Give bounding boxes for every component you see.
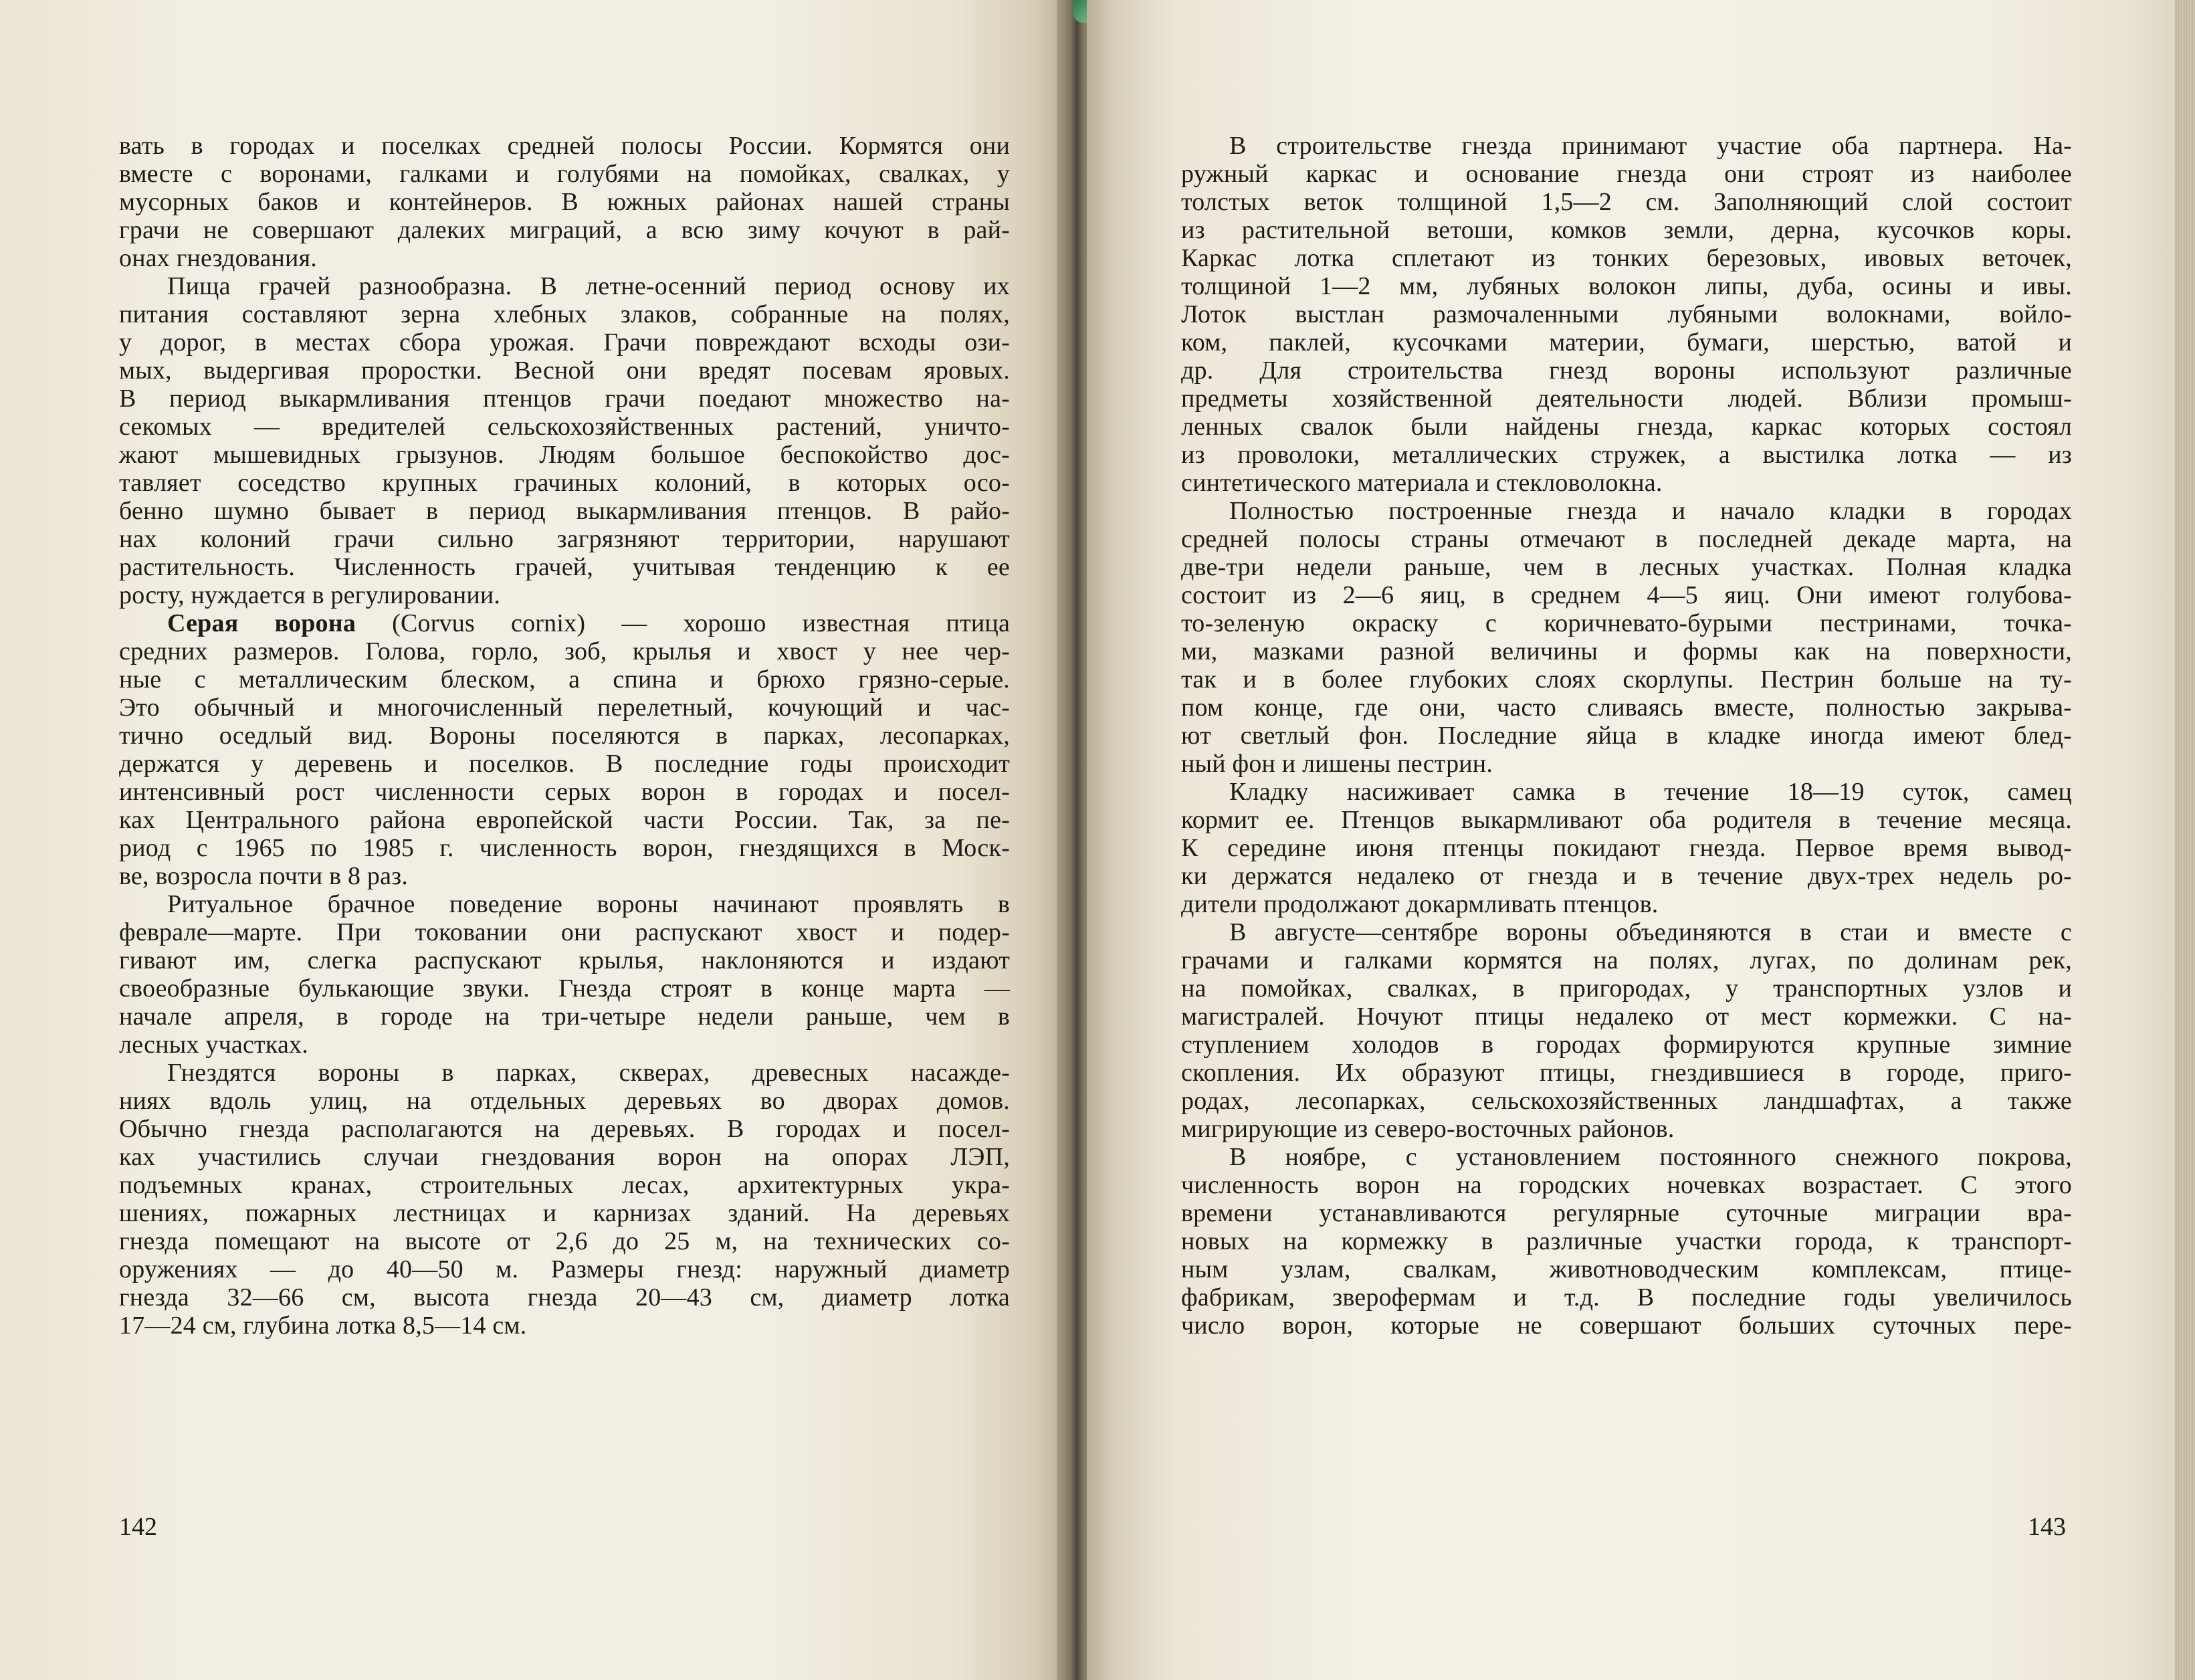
text-line-content: ступлением холодов в городах формируются крупные зимние: [1181, 1031, 2072, 1059]
text-line: [119, 188, 1010, 216]
text-line-content: ный фон и лишены пестрин.: [1181, 750, 1493, 778]
text-line: [1181, 722, 2072, 750]
text-line-content: бенно шумно бывает в период выкармливания птенцов. В райо-: [119, 497, 1010, 525]
text-line-content: ве, возросла почти в 8 раз.: [119, 862, 409, 890]
text-line-content: времени устанавливаются регулярные суточные миграции вра-: [1181, 1199, 2072, 1227]
text-line-content: росту, нуждается в регулировании.: [119, 581, 501, 609]
text-line-content: кормит ее. Птенцов выкармливают оба родителя в течение месяца.: [1181, 806, 2072, 834]
text-line-content: магистралей. Ночуют птицы недалеко от мест кормежки. С на-: [1181, 1003, 2072, 1031]
text-line: [1181, 1311, 2072, 1340]
text-line: [119, 778, 1010, 806]
text-line: [1181, 1143, 2072, 1171]
text-line-content: новых на кормежку в различные участки города, к транспорт-: [1181, 1227, 2072, 1255]
text-line: [1181, 637, 2072, 665]
text-line-content: др. Для строительства гнезд вороны используют различные: [1181, 356, 2072, 385]
text-line: [1181, 413, 2072, 441]
text-line-content: лесных участках.: [119, 1031, 308, 1059]
text-line-content: мусорных баков и контейнеров. В южных районах нашей страны: [119, 188, 1010, 216]
text-line-content: из проволоки, металлических стружек, а выстилка лотка — из: [1181, 441, 2072, 469]
text-line: [1181, 946, 2072, 974]
text-line-content: (Corvus cornix) — хорошо известная птица: [356, 609, 1011, 637]
text-line-content: пом конце, где они, часто сливаясь вместе, полностью закрыва-: [1181, 694, 2072, 722]
text-line: [1181, 834, 2072, 862]
text-line: [1181, 581, 2072, 609]
text-line: [119, 328, 1010, 356]
text-line: [119, 1059, 1010, 1087]
text-line-content: своеобразные булькающие звуки. Гнезда строят в конце марта —: [119, 974, 1010, 1003]
text-line-content: вместе с воронами, галками и голубями на помойках, свалках, у: [119, 160, 1010, 188]
text-line-content: секомых — вредителей сельскохозяйственных растений, уничто-: [119, 413, 1010, 441]
right-page-text: [1181, 132, 2072, 1340]
text-line-content: численность ворон на городских ночевках возрастает. С этого: [1181, 1171, 2072, 1199]
text-line-content: начале апреля, в городе на три-четыре недели раньше, чем в: [119, 1003, 1010, 1031]
text-line: [119, 694, 1010, 722]
text-line: [119, 637, 1010, 665]
text-line: [119, 469, 1010, 497]
text-line-content: толстых веток толщиной 1,5—2 см. Заполняющий слой состоит: [1181, 188, 2072, 216]
text-line-content: скопления. Их образуют птицы, гнездившиеся в городе, приго-: [1181, 1059, 2072, 1087]
text-line-content: ках Центрального района европейской части России. Так, за пе-: [119, 806, 1010, 834]
text-line-content: синтетического материала и стекловолокна.: [1181, 469, 1663, 497]
text-line: [119, 1311, 1010, 1340]
text-line-content: держатся у деревень и поселков. В последние годы происходит: [119, 750, 1010, 778]
text-line: [119, 441, 1010, 469]
text-line: [1181, 806, 2072, 834]
text-line: [1181, 160, 2072, 188]
text-line-content: толщиной 1—2 мм, лубяных волокон липы, дуба, осины и ивы.: [1181, 272, 2072, 300]
text-line-content: ные с металлическим блеском, а спина и брюхо грязно-серые.: [119, 665, 1010, 694]
text-line-content: из растительной ветоши, комков земли, дерна, кусочков коры.: [1181, 216, 2072, 244]
text-line-content: ют светлый фон. Последние яйца в кладке иногда имеют блед-: [1181, 722, 2072, 750]
text-line: [1181, 750, 2072, 778]
text-line: [119, 385, 1010, 413]
text-line: [1181, 694, 2072, 722]
left-page-number: 142: [119, 1513, 157, 1541]
text-line-content: ком, паклей, кусочками материи, бумаги, шерстью, ватой и: [1181, 328, 2072, 356]
text-line-content: гивают им, слегка распускают крылья, наклоняются и издают: [119, 946, 1010, 974]
text-line: [119, 834, 1010, 862]
text-line: [119, 1255, 1010, 1283]
text-line: [1181, 1059, 2072, 1087]
text-line: [1181, 1171, 2072, 1199]
text-line: [1181, 890, 2072, 918]
text-line: [119, 1227, 1010, 1255]
text-line: [119, 356, 1010, 385]
text-line: [1181, 356, 2072, 385]
text-line: [119, 946, 1010, 974]
text-line: [119, 862, 1010, 890]
text-line: [119, 132, 1010, 160]
text-line: [119, 1199, 1010, 1227]
text-line: [1181, 272, 2072, 300]
text-line-content: Полностью построенные гнезда и начало кладки в городах: [1229, 497, 2072, 525]
text-line: [1181, 497, 2072, 525]
text-line: [1181, 328, 2072, 356]
text-line-content: ным узлам, свалкам, животноводческим комплексам, птице-: [1181, 1255, 2072, 1283]
text-line-content: Обычно гнезда располагаются на деревьях. В городах и посел-: [119, 1115, 1010, 1143]
text-line: [119, 806, 1010, 834]
text-line-content: питания составляют зерна хлебных злаков, собранные на полях,: [119, 300, 1010, 328]
right-page: [1087, 0, 2195, 1680]
text-line: [119, 581, 1010, 609]
text-line-content: на помойках, свалках, в пригородах, у транспортных узлов и: [1181, 974, 2072, 1003]
text-line-content: грачами и галками кормятся на полях, лугах, по долинам рек,: [1181, 946, 2072, 974]
text-line: [119, 216, 1010, 244]
text-line-content: Лоток выстлан размочаленными лубяными волокнами, войло-: [1181, 300, 2072, 328]
text-line-content: Кладку насиживает самка в течение 18—19 суток, самец: [1229, 778, 2072, 806]
text-line-content: К середине июня птенцы покидают гнезда. Первое время вывод-: [1181, 834, 2072, 862]
text-line: [119, 1171, 1010, 1199]
text-line-content: гнезда 32—66 см, высота гнезда 20—43 см, диаметр лотка: [119, 1283, 1010, 1311]
text-line: [119, 497, 1010, 525]
text-line: [119, 1031, 1010, 1059]
text-line-content: две-три недели раньше, чем в лесных участках. Полная кладка: [1181, 553, 2072, 581]
text-line-content: грачи не совершают далеких миграций, а всю зиму кочуют в рай-: [119, 216, 1010, 244]
text-line: [119, 160, 1010, 188]
text-line-content: В ноябре, с установлением постоянного снежного покрова,: [1229, 1143, 2072, 1171]
text-line: [119, 1003, 1010, 1031]
text-line: [1181, 1255, 2072, 1283]
text-line: [1181, 665, 2072, 694]
text-line: [1181, 974, 2072, 1003]
text-line-content: вать в городах и поселках средней полосы России. Кормятся они: [119, 132, 1010, 160]
text-line-content: 17—24 см, глубина лотка 8,5—14 см.: [119, 1311, 527, 1340]
text-line: [1181, 216, 2072, 244]
text-line-content: Ритуальное брачное поведение вороны начинают проявлять в: [167, 890, 1010, 918]
text-line: [119, 918, 1010, 946]
text-line-content: ленных свалок были найдены гнезда, каркас которых состоял: [1181, 413, 2072, 441]
text-line-content: число ворон, которые не совершают больших суточных пере-: [1181, 1311, 2072, 1340]
text-line-content: предметы хозяйственной деятельности людей. Вблизи промыш-: [1181, 385, 2072, 413]
text-line-content: так и в более глубоких слоях скорлупы. Пестрин больше на ту-: [1181, 665, 2072, 694]
text-line-content: Каркас лотка сплетают из тонких березовых, ивовых веточек,: [1181, 244, 2072, 272]
text-line: [1181, 1031, 2072, 1059]
text-line-content: растительность. Численность грачей, учитывая тенденцию к ее: [119, 553, 1010, 581]
text-line-content: риод с 1965 по 1985 г. численность ворон, гнездящихся в Моск-: [119, 834, 1010, 862]
text-line: [1181, 132, 2072, 160]
text-line-content: интенсивный рост численности серых ворон в городах и посел-: [119, 778, 1010, 806]
text-line-content: тавляет соседство крупных грачиных колоний, в которых осо-: [119, 469, 1010, 497]
text-line-content: В период выкармливания птенцов грачи поедают множество на-: [119, 385, 1010, 413]
left-page: [0, 0, 1067, 1680]
left-page-text: [119, 132, 1010, 1340]
text-line: [1181, 862, 2072, 890]
text-line: [1181, 609, 2072, 637]
text-line-content: ми, мазками разной величины и формы как на поверхности,: [1181, 637, 2072, 665]
species-name: Серая ворона: [167, 609, 356, 637]
text-line: [119, 1087, 1010, 1115]
text-line: [1181, 1115, 2072, 1143]
text-line-content: феврале—марте. При токовании они распускают хвост и подер-: [119, 918, 1010, 946]
text-line-content: нах колоний грачи сильно загрязняют территории, нарушают: [119, 525, 1010, 553]
text-line: [119, 750, 1010, 778]
text-line-content: состоит из 2—6 яиц, в среднем 4—5 яиц. Они имеют голубова-: [1181, 581, 2072, 609]
text-line: [1181, 778, 2072, 806]
text-line: [119, 609, 1010, 637]
text-line: [1181, 469, 2072, 497]
text-line: [119, 553, 1010, 581]
text-line-content: В строительстве гнезда принимают участие оба партнера. На-: [1229, 132, 2072, 160]
text-line-content: оружениях — до 40—50 м. Размеры гнезд: наружный диаметр: [119, 1255, 1010, 1283]
text-line-content: шениях, пожарных лестницах и карнизах зданий. На деревьях: [119, 1199, 1010, 1227]
text-line-content: гнезда помещают на высоте от 2,6 до 25 м, на технических со-: [119, 1227, 1010, 1255]
text-line: [119, 665, 1010, 694]
text-line: [119, 525, 1010, 553]
text-line: [1181, 553, 2072, 581]
text-line: [1181, 244, 2072, 272]
text-line-content: ки держатся недалеко от гнезда и в течение двух-трех недель ро-: [1181, 862, 2072, 890]
text-line: [119, 722, 1010, 750]
text-line-content: то-зеленую окраску с коричневато-бурыми пестринами, точка-: [1181, 609, 2072, 637]
text-line-content: у дорог, в местах сбора урожая. Грачи повреждают всходы ози-: [119, 328, 1010, 356]
text-line: [1181, 188, 2072, 216]
text-line-content: Пища грачей разнообразна. В летне-осенний период основу их: [167, 272, 1010, 300]
text-line: [1181, 918, 2072, 946]
text-line: [1181, 1003, 2072, 1031]
text-line-content: ниях вдоль улиц, на отдельных деревьях во дворах домов.: [119, 1087, 1010, 1115]
text-line: [1181, 385, 2072, 413]
text-line-content: родах, лесопарках, сельскохозяйственных ландшафтах, а также: [1181, 1087, 2072, 1115]
text-line: [1181, 300, 2072, 328]
text-line: [1181, 1199, 2072, 1227]
text-line-content: тично оседлый вид. Вороны поселяются в парках, лесопарках,: [119, 722, 1010, 750]
text-line: [1181, 1283, 2072, 1311]
text-line: [119, 1115, 1010, 1143]
text-line: [119, 974, 1010, 1003]
text-line-content: В августе—сентябре вороны объединяются в стаи и вместе с: [1229, 918, 2072, 946]
text-line: [119, 244, 1010, 272]
text-line: [1181, 525, 2072, 553]
text-line-content: мых, выдергивая проростки. Весной они вредят посевам яровых.: [119, 356, 1010, 385]
text-line: [1181, 1227, 2072, 1255]
text-line-content: онах гнездования.: [119, 244, 317, 272]
text-line: [119, 1143, 1010, 1171]
text-line-content: ружный каркас и основание гнезда они строят из наиболее: [1181, 160, 2072, 188]
text-line: [119, 413, 1010, 441]
text-line-content: средней полосы страны отмечают в последней декаде марта, на: [1181, 525, 2072, 553]
text-line: [119, 1283, 1010, 1311]
text-line-content: Гнездятся вороны в парках, скверах, древесных насажде-: [167, 1059, 1010, 1087]
text-line-content: средних размеров. Голова, горло, зоб, крылья и хвост у нее чер-: [119, 637, 1010, 665]
text-line: [1181, 1087, 2072, 1115]
page-edges: [2175, 0, 2195, 1680]
text-line: [119, 300, 1010, 328]
text-line-content: ках участились случаи гнездования ворон на опорах ЛЭП,: [119, 1143, 1010, 1171]
text-line-content: мигрирующие из северо-восточных районов.: [1181, 1115, 1675, 1143]
text-line: [119, 272, 1010, 300]
text-line: [119, 890, 1010, 918]
text-line: [1181, 441, 2072, 469]
text-line-content: подъемных кранах, строительных лесах, архитектурных укра-: [119, 1171, 1010, 1199]
text-line-content: фабрикам, зверофермам и т.д. В последние годы увеличилось: [1181, 1283, 2072, 1311]
text-line-content: Это обычный и многочисленный перелетный, кочующий и час-: [119, 694, 1010, 722]
text-line-content: дители продолжают докармливать птенцов.: [1181, 890, 1659, 918]
right-page-number: 143: [2028, 1513, 2066, 1541]
text-line-content: жают мышевидных грызунов. Людям большое беспокойство дос-: [119, 441, 1010, 469]
